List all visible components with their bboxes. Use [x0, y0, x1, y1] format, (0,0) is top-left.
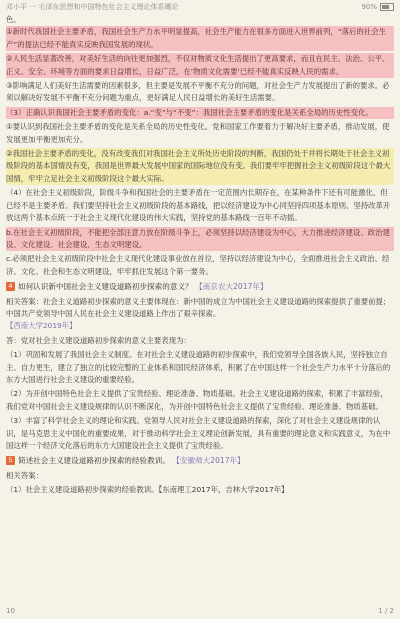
answer-text: 相关答案： — [6, 470, 43, 480]
highlighted-paragraph: ①新时代我国社会主要矛盾，我国社会生产力水平明显提高，社会生产能力在很多方面进入世界前列，“落后的社会生产”的提法已经不能真实反映我国发展的现状。 — [6, 26, 394, 51]
answer-text: 答：党对社会主义建设道路初步探索的意义主要表现为： — [6, 335, 191, 345]
question-5 — [6, 455, 394, 467]
document-content — [6, 14, 394, 604]
answer-point: （1）巩固和发展了我国社会主义制度。在对社会主义建设道路的初步探索中，我们党领导全国各族人民，坚持独立自主、自力更生，建立了独立的比较完整的工业体系和国民经济体系，积累了在中国这样一个社会生产力水平十分落后的东方大国进行社会主义建设的重要经验。 — [6, 350, 391, 384]
status-bar — [0, 0, 400, 14]
question-source: 【安徽师大2017年】 — [172, 456, 245, 466]
highlighted-paragraph: ②我国社会主要矛盾的变化，没有改变我们对我国社会主义所处历史阶段的判断，我国仍处于并将长期处于社会主义初级阶段的基本国情没有变，我国是世界最大发展中国家的国际地位没有变。我们要牢牢把握社会主义初级阶段这个最大国情，牢牢立足社会主义初级阶段这个最大实际。 — [6, 148, 394, 185]
paragraph: c.必须把社会主义初级阶段中社会主义现代化建设事业放在首位，坚持以经济建设为中心，全面推进社会主义政治、经济、文化、社会和生态文明建设，牢牢抓住发展这个第一要务。 — [6, 254, 390, 276]
paragraph: （4）在社会主义初级阶段，阶级斗争和我国社会的主要矛盾在一定范围内长期存在，在某种条件下还有可能激化，但已经不是主要矛盾。我们要坚持社会主义初级阶段的基本路线，把以经济建设为中心同坚持四项基本原则、坚持改革开放这两个基本点统一于社会主义现代化建设的伟大实践，坚持党的基本路线一百年不动摇。 — [6, 188, 391, 223]
question-4 — [6, 281, 394, 293]
question-source: 【南京农大2017年】 — [195, 282, 268, 292]
battery-icon — [380, 3, 394, 11]
question-number-badge: 5 — [6, 456, 15, 465]
document-title: 邓小平 一 毛泽东思想和中国特色社会主义理论体系概论 — [6, 3, 179, 11]
answer-source: 【西南大学2019年】 — [6, 321, 77, 331]
paragraph: ③影响满足人们美好生活需要的因素很多，但主要是发展不平衡不充分的问题，对社会生产力发展提出了新的要求。必须以解决好发展不平衡不充分问题为重点，更好满足人民日益增长的美好生活需要。 — [6, 81, 390, 103]
page-number: 10 — [6, 607, 15, 615]
page-indicator: 1 / 2 — [378, 607, 394, 615]
paragraph: ①要认识到我国社会主要矛盾的变化是关系全局的历史性变化。党和国家工作要着力于解决好主要矛盾，推动发展，使发展更加平衡更加充分。 — [6, 122, 390, 144]
highlighted-paragraph: （3）正确认识我国社会主要矛盾的变化：a.“变”与“不变”：我国社会主要矛盾的变化是关系全局的历史性变化。 — [6, 107, 394, 119]
highlighted-paragraph: b.在社会主义初级阶段，不能把全部注意力放在阶级斗争上，必须坚持以经济建设为中心，大力推进经济建设、政治建设、文化建设、社会建设、生态文明建设。 — [6, 227, 394, 252]
battery-percent: 90% — [361, 3, 377, 11]
highlighted-paragraph: ②人民生活显著改善，对美好生活的向往更加强烈，不仅对物质文化生活提出了更高要求，而且在民主、法治、公平、正义、安全、环境等方面的要求日益增长，日益广泛，在‘物质文化需要’已经不能真实反映人民的需求。 — [6, 53, 394, 78]
question-title: 简述社会主义建设道路初步探索的经验教训。 【安徽师大2017年】 — [18, 456, 245, 466]
question-title: 如何认识新中国社会主义建设道路初步探索的意义？ 【南京农大2017年】 — [18, 282, 268, 292]
answer-text: 相关答案：社会主义道路初步探索的意义主要体现在：新中国的成立为中国社会主义建设道路的探索提供了重要前提；中国共产党领导中国人民在社会主义建设道路上作出了艰辛探索。 — [6, 296, 391, 318]
page-footer — [0, 604, 400, 619]
paragraph: 色。 — [6, 15, 21, 24]
answer-point: （1）社会主义建设道路初步探索的经验教训。【东南理工2017年，吉林大学2017年】 — [6, 485, 289, 495]
answer-point: （3）丰富了科学社会主义的理论和实践。党领导人民对社会主义建设道路的探索，深化了对社会主义建设规律的认识，是马克思主义中国化的重要成果，对于推动科学社会主义理论创新发展，具有重要的理论意义和实践意义，为在中国这样一个经济文化落后的东方大国建设社会主义提供了宝贵经验。 — [6, 416, 391, 450]
question-number-badge: 4 — [6, 282, 15, 291]
answer-point: （2）为开创中国特色社会主义提供了宝贵经验、理论准备、物质基础。社会主义建设道路的探索，积累了丰富经验，我们党对中国社会主义建设规律的认识不断深化，为开创中国特色社会主义提供了宝贵经验、理论准备、物质基础。 — [6, 389, 388, 411]
status-right — [361, 0, 394, 14]
